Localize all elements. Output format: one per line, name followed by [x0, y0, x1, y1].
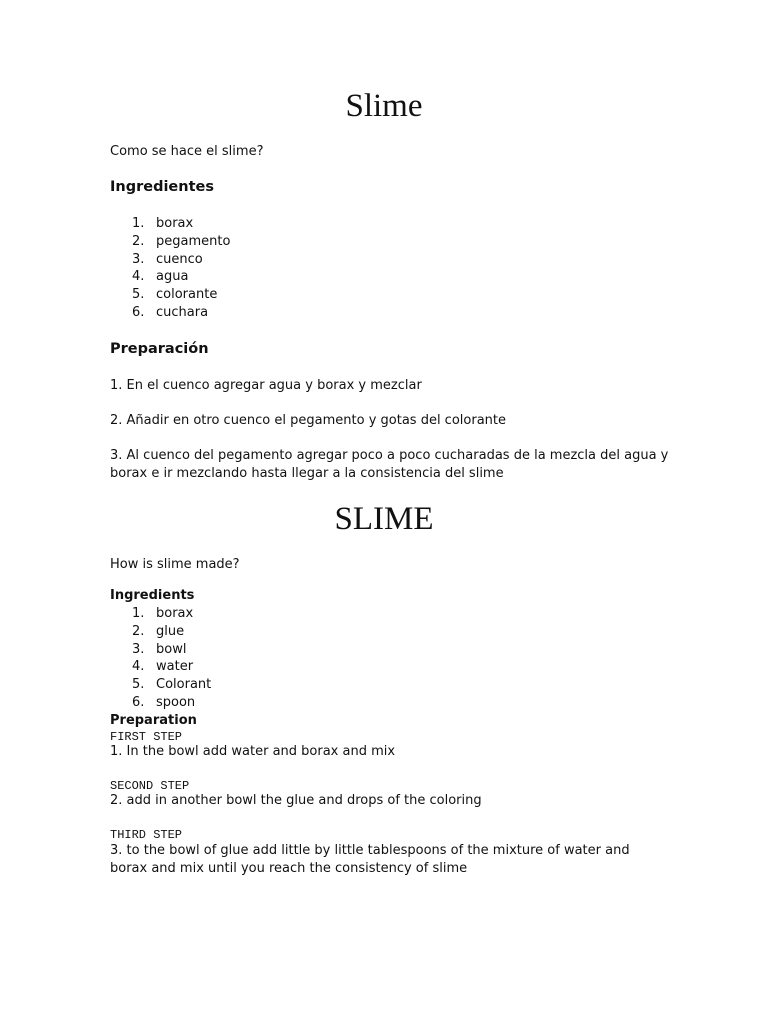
spanish-step-3: 3. Al cuenco del pegamento agregar poco a poco cucharadas de la mezcla del agua y borax e ir mezclando hasta llegar a la consistencia del slime	[110, 448, 669, 481]
english-ingredients-heading: Ingredients	[110, 588, 195, 603]
spanish-step-2: 2. Añadir en otro cuenco el pegamento y gotas del colorante	[110, 413, 506, 428]
english-title: SLIME	[334, 501, 434, 537]
spanish-step-1: 1. En el cuenco agregar agua y borax y mezclar	[110, 378, 422, 393]
spanish-ingredients-heading: Ingredientes	[110, 179, 214, 195]
english-step-2-label: SECOND STEP	[110, 779, 190, 793]
english-question: How is slime made?	[110, 557, 240, 572]
document-page: Slime Como se hace el slime? Ingredientes 1. borax 2. pegamento 3. cuenco 4. agua 5. colorante 6. cuchara Preparación 1. En el cuenco agregar agua y borax y mezclar 2. Añadir en otro cuenco el pegamento y gotas del colorante 3. Al cuenco del pegamento agregar poco a poco cucharadas de la mezcla del agua y borax e ir mezclando hasta llegar a la consistencia del slime SLIME How is slime made? Ingredients 1. borax 2. glue 3. bowl 4. water 5. Colorant 6. spoon Preparation FIRST STEP 1. In the bowl add water and borax and mix SECOND STEP 2. add in another bowl the glue and drops of the coloring THIRD STEP 3. to the bowl of glue add little by little tablespoons of the mixture of water and borax and mix until you reach the consistency of slime	[0, 0, 768, 1024]
english-step-2: 2. add in another bowl the glue and drops of the coloring	[110, 793, 482, 808]
english-step-1: 1. In the bowl add water and borax and mix	[110, 744, 396, 759]
english-preparation-heading: Preparation	[110, 713, 197, 728]
spanish-question: Como se hace el slime?	[110, 144, 264, 159]
english-step-1-label: FIRST STEP	[110, 730, 183, 744]
spanish-title: Slime	[345, 88, 423, 124]
english-step-3-label: THIRD STEP	[110, 828, 183, 842]
english-step-3: 3. to the bowl of glue add little by little tablespoons of the mixture of water and borax and mix until you reach the consistency of slime	[110, 843, 630, 876]
spanish-preparation-heading: Preparación	[110, 341, 209, 357]
